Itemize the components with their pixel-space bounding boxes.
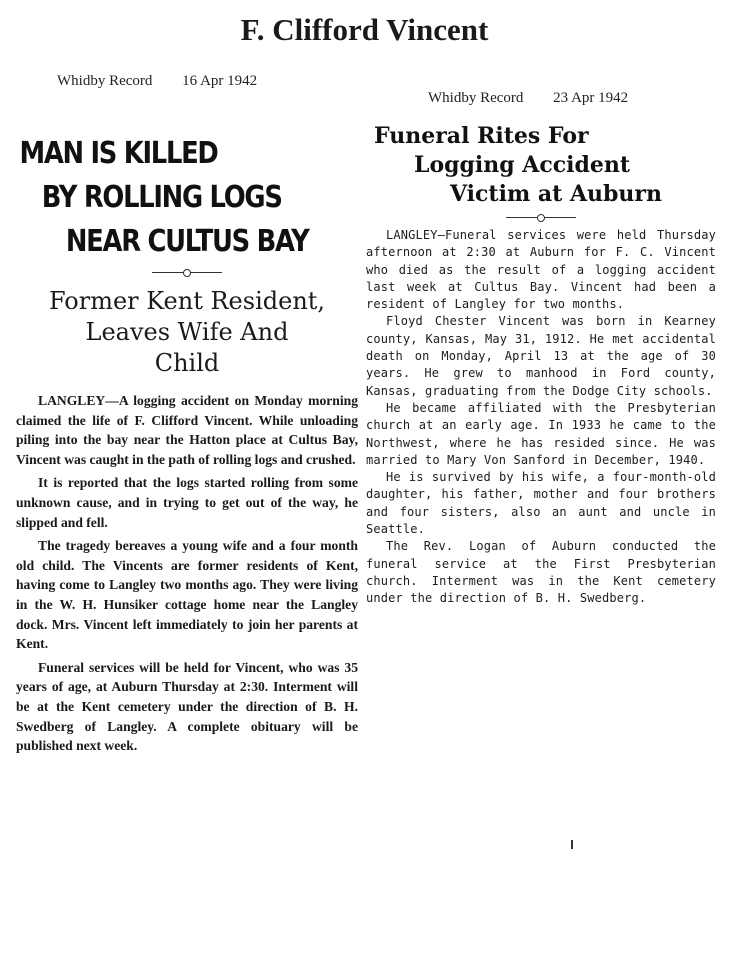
source-line-left [57,73,257,90]
subhead-left [16,286,358,379]
subhead-line: Leaves Wife And [85,318,289,346]
headline-line: NEAR CULTUS BAY [65,224,309,259]
paragraph: It is reported that the logs started rolling from some unknown cause, and in trying to get out of the way, he slipped and fell. [16,475,358,530]
source-paper-right: Whidby Record [428,90,524,106]
source-line-right [428,90,628,107]
paragraph: He became affiliated with the Presbyterian church at an early age. In 1933 he came to the Northwest, where he has resided since. He was married to Mary Von Sanford in December, 1940. [366,400,716,467]
headline-left [16,132,357,264]
source-date-left: 16 Apr 1942 [182,73,258,89]
paragraph: LANGLEY—Funeral services were held Thursday afternoon at 2:30 at Auburn for F. C. Vincent who died as the result of a logging accident last week at Cultus Bay. Vincent had been a resident of Langley for two months. [366,228,716,312]
paragraph: LANGLEY—A logging accident on Monday morning claimed the life of F. Clifford Vincent. While unloading piling into the bay near the Hatton place at Cultus Bay, Vincent was caught in the path of rolling logs and crushed. [16,393,358,467]
source-paper-left: Whidby Record [57,73,153,89]
headline-line: Logging Accident [414,152,631,178]
page-title: F. Clifford Vincent [240,12,489,47]
newspaper-clipping-left [16,122,358,962]
source-date-right: 23 Apr 1942 [553,90,629,106]
paragraph: The Rev. Logan of Auburn conducted the funeral service at the First Presbyterian church. Interment was in the Kent cemetery under the direction of B. H. Swedberg. [366,539,716,606]
subhead-line: Child [154,349,220,377]
newspaper-clipping-right [366,122,716,812]
subhead-line: Former Kent Resident, [48,287,326,315]
headline-right [366,122,716,209]
paragraph: Funeral services will be held for Vincent, who was 35 years of age, at Auburn Thursday at 2:30. Interment will be at the Kent cemetery under the direction of B. H. Swedberg of Langley. A complete obituary will be published next week. [16,659,358,754]
headline-line: Victim at Auburn [450,181,662,207]
ornament-rule [366,209,716,227]
headline-line: Funeral Rites For [374,123,589,149]
scan-speck [571,840,573,849]
headline-line: BY ROLLING LOGS [41,180,282,215]
paragraph: Floyd Chester Vincent was born in Kearney county, Kansas, May 31, 1912. He met accidental death on Monday, April 13 at the age of 30 years. He grew to manhood in Ford county, Kansas, graduating from the Dodge City schools. [366,314,716,398]
paragraph: The tragedy bereaves a young wife and a four month old child. The Vincents are former residents of Kent, having come to Langley two months ago. They were living in the W. H. Hunsiker cottage home near the Langley dock. Mrs. Vincent left immediately to join her parents at Kent. [16,538,358,652]
paragraph: He is survived by his wife, a four-month-old daughter, his father, mother and four brothers and four sisters, also an aunt and uncle in Seattle. [366,470,716,537]
headline-line: MAN IS KILLED [19,136,218,171]
article-body-left [16,391,358,756]
ornament-rule [16,264,358,282]
article-body-right [366,227,716,608]
